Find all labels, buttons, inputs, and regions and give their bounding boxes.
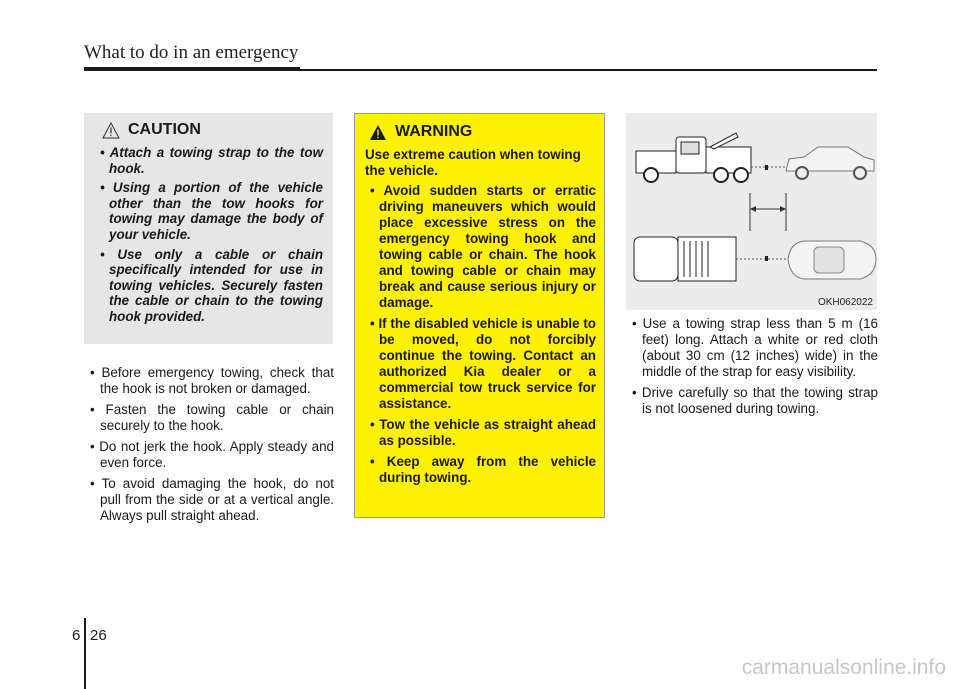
caution-item: • Using a portion of the vehicle other than the tow hooks for towing may damage the body of your vehicle. (100, 180, 323, 242)
warning-list (365, 183, 596, 486)
instruction-item: • Use a towing strap less than 5 m (16 feet) long. Attach a white or red cloth (about 30 cm (12 inches) wide) in the middle of the strap for easy visibility. (632, 316, 878, 379)
page-number: 26 (90, 627, 107, 644)
caution-heading (102, 121, 323, 139)
header-rule-accent (84, 67, 300, 71)
towed-car-top-view (788, 241, 876, 279)
instruction-item: • Fasten the towing cable or chain securely to the hook. (90, 402, 334, 433)
caution-box (84, 113, 333, 344)
warning-item: • If the disabled vehicle is unable to be moved, do not forcibly continue the towing. Contact an authorized Kia dealer or a commercial tow truck service for assistance. (370, 316, 596, 411)
tow-strap-side (751, 165, 786, 170)
instruction-item: • To avoid damaging the hook, do not pull from the side or at a vertical angle. Always pull straight ahead. (90, 476, 334, 523)
towing-illustration (626, 113, 877, 310)
warning-heading (369, 123, 596, 141)
chapter-number: 6 (72, 627, 81, 644)
instruction-item: • Do not jerk the hook. Apply steady and even force. (90, 439, 334, 470)
caution-title: CAUTION (128, 121, 201, 138)
figure-code: OKH062022 (817, 297, 873, 308)
warning-triangle-icon (369, 124, 387, 141)
strap-instructions-list (626, 316, 878, 422)
instruction-item: • Before emergency towing, check that the hook is not broken or damaged. (90, 365, 334, 396)
warning-item: • Keep away from the vehicle during towing. (370, 454, 596, 485)
header-title: What to do in an emergency (84, 42, 299, 63)
caution-triangle-icon (102, 122, 120, 139)
caution-list (94, 145, 323, 325)
warning-item: • Tow the vehicle as straight ahead as possible. (370, 417, 596, 448)
caution-item: • Attach a towing strap to the tow hook. (100, 145, 323, 176)
tow-truck-side-view (636, 133, 751, 182)
instruction-item: • Drive carefully so that the towing strap is not loosened during towing. (632, 385, 878, 416)
warning-intro: Use extreme caution when towing the vehicle. (365, 147, 581, 178)
tow-truck-top-view (634, 237, 736, 281)
warning-item: • Avoid sudden starts or erratic driving maneuvers which would place excessive stress on the emergency towing hook and towing cable or chain. The hook and towing cable or chain may break and cause serious injury or damage. (370, 183, 596, 310)
warning-box (354, 113, 605, 518)
warning-title: WARNING (395, 123, 473, 140)
watermark: carmanualsonline.info (741, 656, 946, 679)
towing-instructions-list (84, 365, 334, 529)
towed-car-side-view (786, 147, 874, 179)
strap-length-dimension (750, 193, 786, 231)
tow-truck-and-car-illustration (626, 113, 877, 310)
tow-strap-top (736, 256, 788, 261)
caution-item: • Use only a cable or chain specifically intended for use in towing vehicles. Securely fasten the cable or chain to the towing hook provided. (100, 246, 323, 324)
